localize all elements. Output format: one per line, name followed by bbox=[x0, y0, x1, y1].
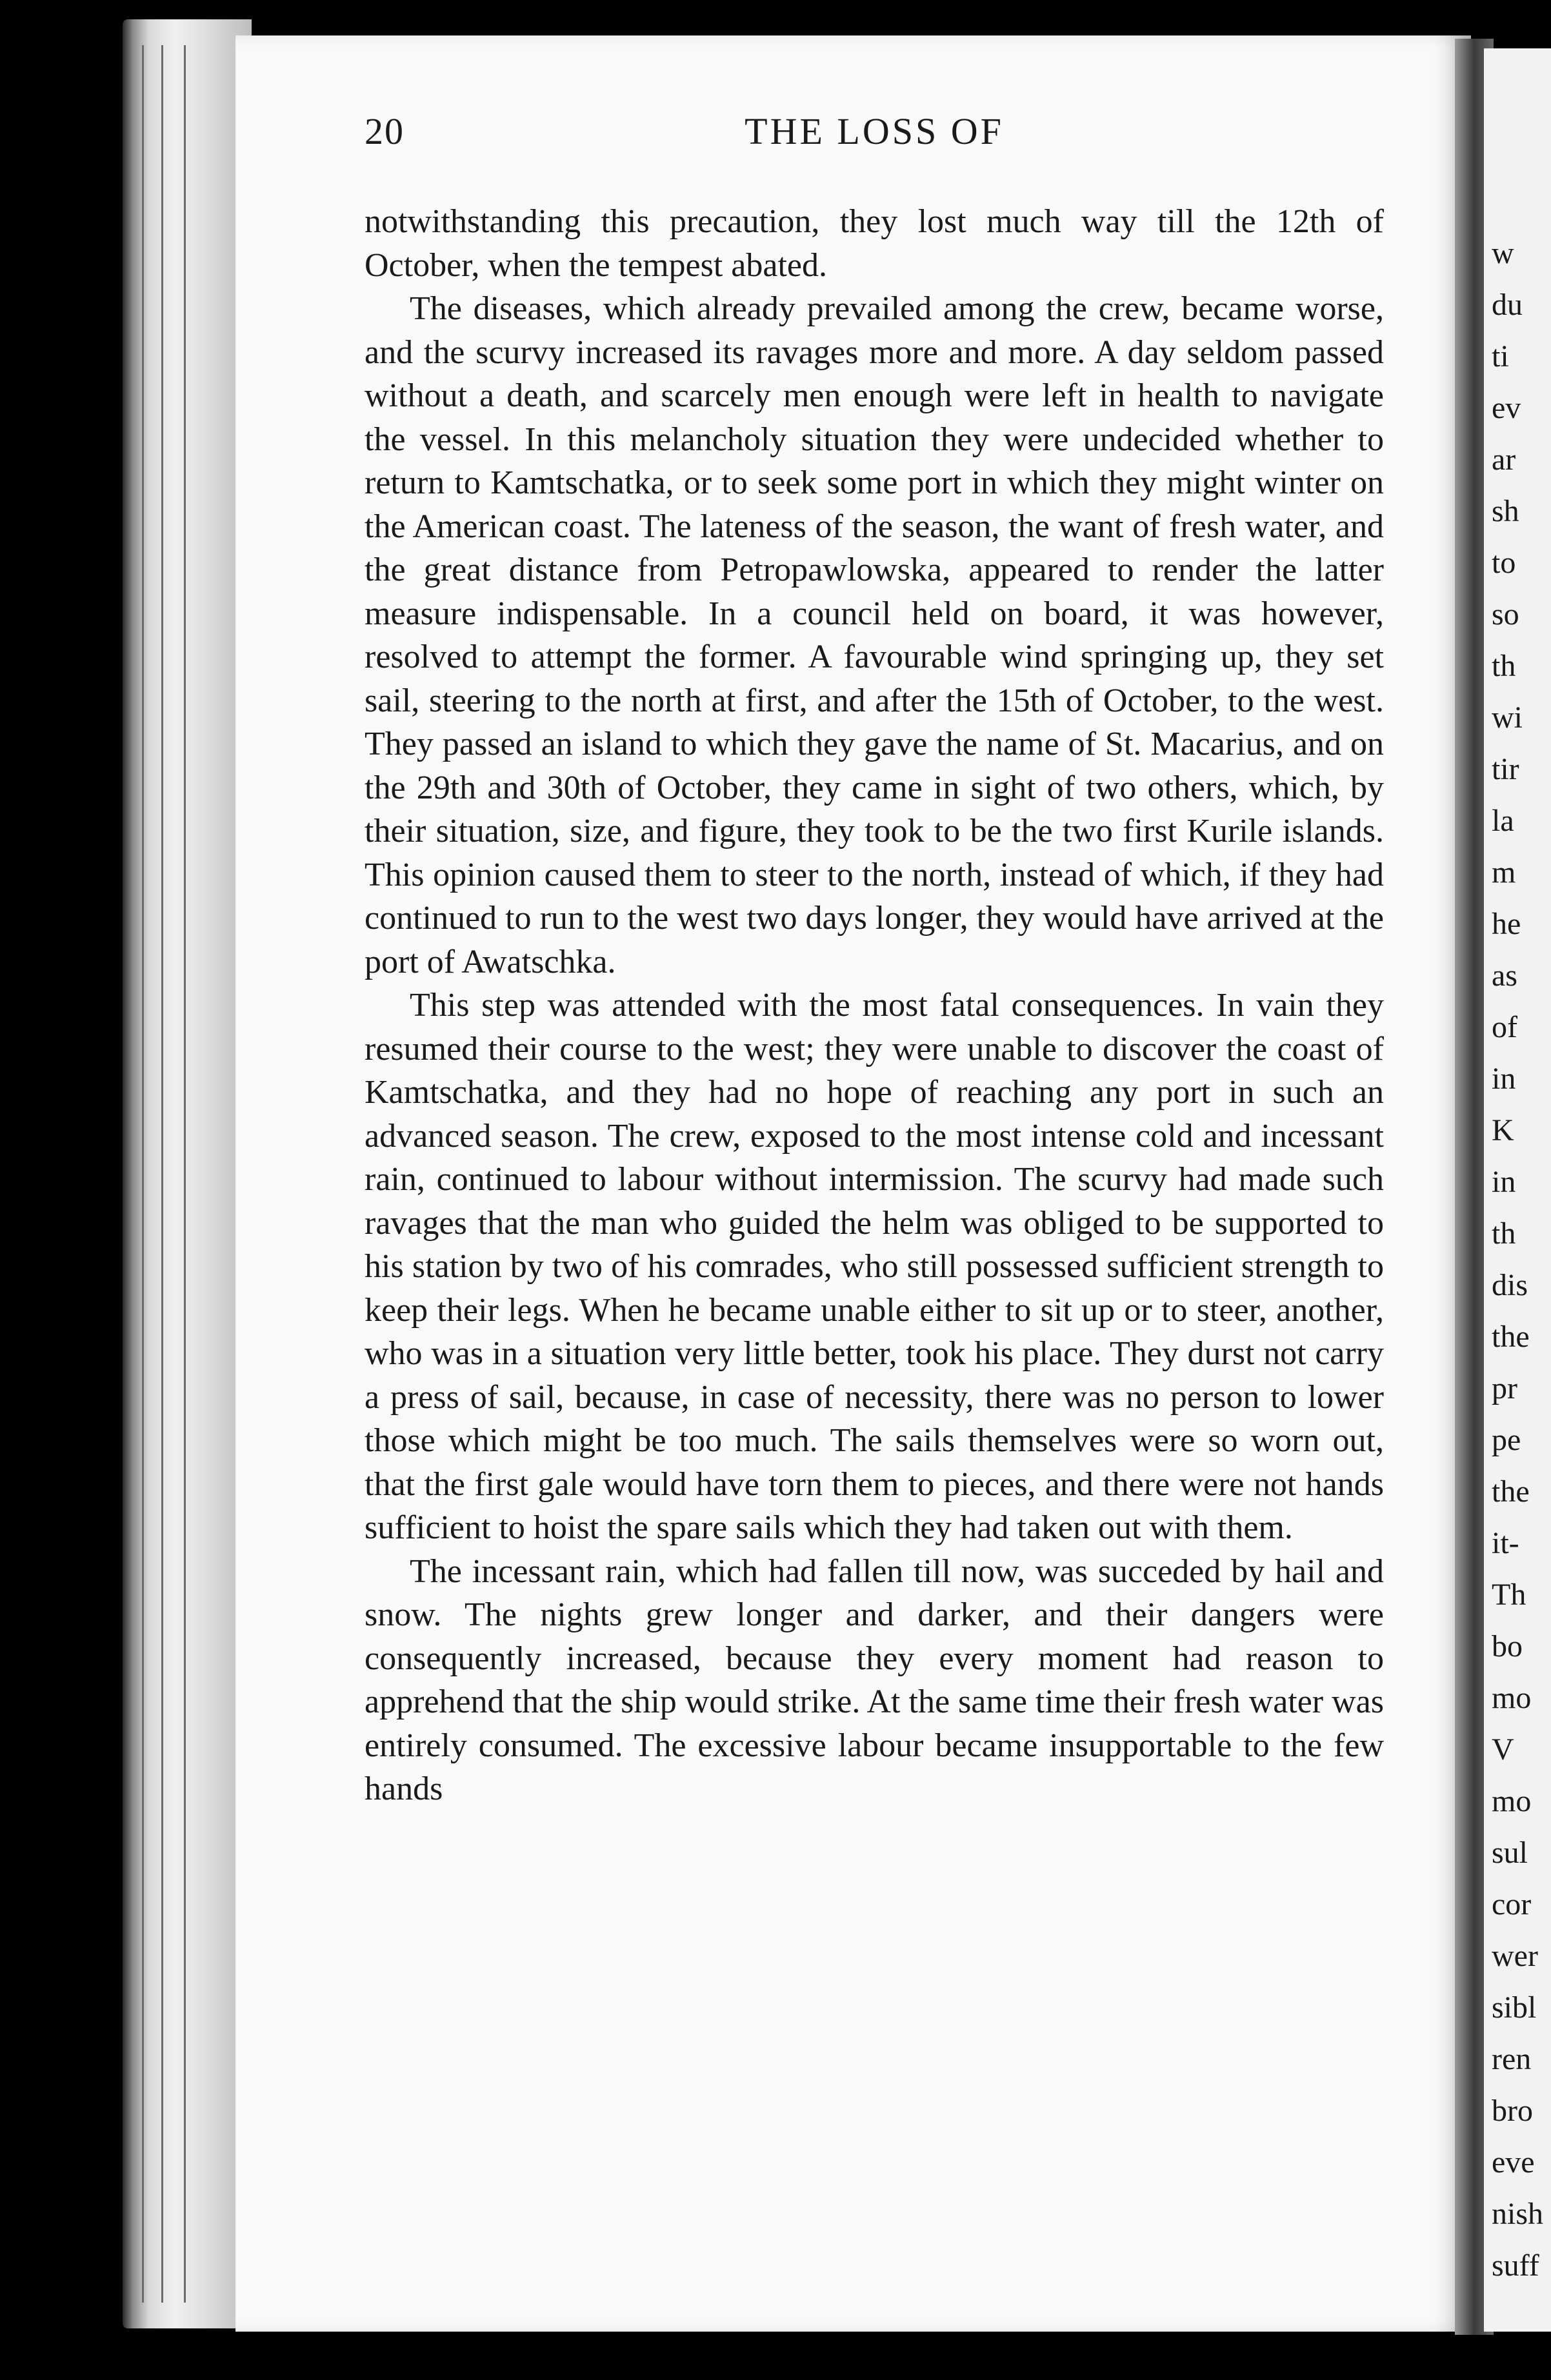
page-content bbox=[365, 110, 1384, 1811]
running-title: THE LOSS OF bbox=[745, 110, 1004, 152]
facing-page-text-fragment: V bbox=[1492, 1732, 1514, 1767]
facing-page-text-fragment: suff bbox=[1492, 2248, 1539, 2283]
facing-page-text-fragment: ren bbox=[1492, 2042, 1532, 2076]
facing-page-text-fragment: he bbox=[1492, 907, 1521, 941]
page-header bbox=[365, 110, 1384, 168]
facing-page-text-fragment: sul bbox=[1492, 1836, 1528, 1870]
book-left-edge bbox=[123, 19, 252, 2328]
facing-page-text-fragment: bro bbox=[1492, 2094, 1533, 2128]
facing-page-text-fragment: in bbox=[1492, 1165, 1516, 1199]
page-edge-line bbox=[161, 45, 163, 2303]
facing-page-text-fragment: wer bbox=[1492, 1939, 1538, 1973]
facing-page-text-fragment: pr bbox=[1492, 1371, 1517, 1405]
facing-page-text-fragment: cor bbox=[1492, 1887, 1532, 1921]
page bbox=[235, 35, 1471, 2332]
page-edge-line bbox=[142, 45, 144, 2303]
facing-page-text-fragment: th bbox=[1492, 1216, 1516, 1251]
page-number: 20 bbox=[365, 110, 405, 152]
facing-page-text-fragment: of bbox=[1492, 1010, 1517, 1044]
facing-page-text-fragment: so bbox=[1492, 597, 1519, 631]
body-text bbox=[365, 200, 1384, 1811]
facing-page-text-fragment: la bbox=[1492, 804, 1514, 838]
facing-page-text-fragment: wi bbox=[1492, 700, 1523, 735]
facing-page-text-fragment: sibl bbox=[1492, 1990, 1537, 2025]
facing-page-text-fragment: mo bbox=[1492, 1784, 1532, 1818]
facing-page-text-fragment: w bbox=[1492, 236, 1514, 270]
facing-page-text-fragment: bo bbox=[1492, 1629, 1523, 1663]
facing-page-text-fragment: dis bbox=[1492, 1268, 1528, 1302]
facing-page-text-fragment: mo bbox=[1492, 1681, 1532, 1715]
paragraph: The diseases, which already prevailed among the crew, became worse, and the scurvy increased its ravages more and more. A day seldom passed without a death, and scarcely men enough were left in health to navigate the vessel. In this melancholy situation they were undecided whether to return to Kamtschatka, or to seek some port in which they might winter on the American coast. The lateness of the season, the want of fresh water, and the great distance from Petropawlowska, appeared to render the latter measure indispensable. In a council held on board, it was however, resolved to attempt the former. A favourable wind springing up, they set sail, steering to the north at first, and after the 15th of October, to the west. They passed an island to which they gave the name of St. Macarius, and on the 29th and 30th of October, they came in sight of two others, which, by their situation, size, and figure, they took to be the two first Kurile islands. This opinion caused them to steer to the north, instead of which, if they had continued to run to the west two days longer, they would have arrived at the port of Awatschka. bbox=[365, 290, 1384, 980]
facing-page-text-fragment: K bbox=[1492, 1113, 1514, 1147]
facing-page-text-fragment: as bbox=[1492, 958, 1517, 993]
facing-page-text-fragment: to bbox=[1492, 546, 1516, 580]
paragraph: This step was attended with the most fatal consequences. In vain they resumed their course to the west; they were unable to discover the coast of Kamtschatka, and they had no hope of reaching any port in such an advanced season. The crew, exposed to the most intense cold and incessant rain, continued to labour without intermission. The scurvy had made such ravages that the man who guided the helm was obliged to be supported to his station by two of his comrades, who still possessed sufficient strength to keep their legs. When he became unable either to sit up or to steer, another, who was in a situation very little better, took his place. They durst not carry a press of sail, because, in case of necessity, there was no person to lower those which might be too much. The sails themselves were so worn out, that the first gale would have torn them to pieces, and there were not hands sufficient to hoist the spare sails which they had taken out with them. bbox=[365, 987, 1384, 1546]
facing-page-text-fragment: m bbox=[1492, 855, 1516, 889]
facing-page-text-fragment: Th bbox=[1492, 1578, 1526, 1612]
facing-page-text-fragment: ti bbox=[1492, 339, 1509, 373]
facing-page-text-fragment: ev bbox=[1492, 391, 1521, 425]
facing-page-text-fragment: in bbox=[1492, 1062, 1516, 1096]
facing-page-text-fragment: it- bbox=[1492, 1526, 1519, 1560]
facing-page-text-fragment: du bbox=[1492, 288, 1523, 322]
facing-page-text-fragment: ar bbox=[1492, 442, 1516, 477]
facing-page-text-fragment: nish bbox=[1492, 2197, 1544, 2231]
facing-page-text-fragment: sh bbox=[1492, 494, 1519, 528]
page-edge-line bbox=[184, 45, 186, 2303]
facing-page-text-fragment: eve bbox=[1492, 2145, 1535, 2179]
paragraph: notwithstanding this precaution, they lost much way till the 12th of October, when the tempest abated. bbox=[365, 203, 1384, 284]
facing-page-text-fragment: pe bbox=[1492, 1423, 1521, 1457]
facing-page-fragment bbox=[1484, 48, 1551, 2332]
facing-page-text-fragment: tir bbox=[1492, 752, 1519, 786]
facing-page-text-fragment: the bbox=[1492, 1474, 1530, 1509]
paragraph: The incessant rain, which had fallen till now, was succeded by hail and snow. The nights grew longer and darker, and their dangers were consequently increased, because they every moment had reason to apprehend that the ship would strike. At the same time their fresh water was entirely consumed. The excessive labour became insupportable to the few hands bbox=[365, 1552, 1384, 1807]
facing-page-text-fragment: the bbox=[1492, 1320, 1530, 1354]
facing-page-text-fragment: th bbox=[1492, 649, 1516, 683]
